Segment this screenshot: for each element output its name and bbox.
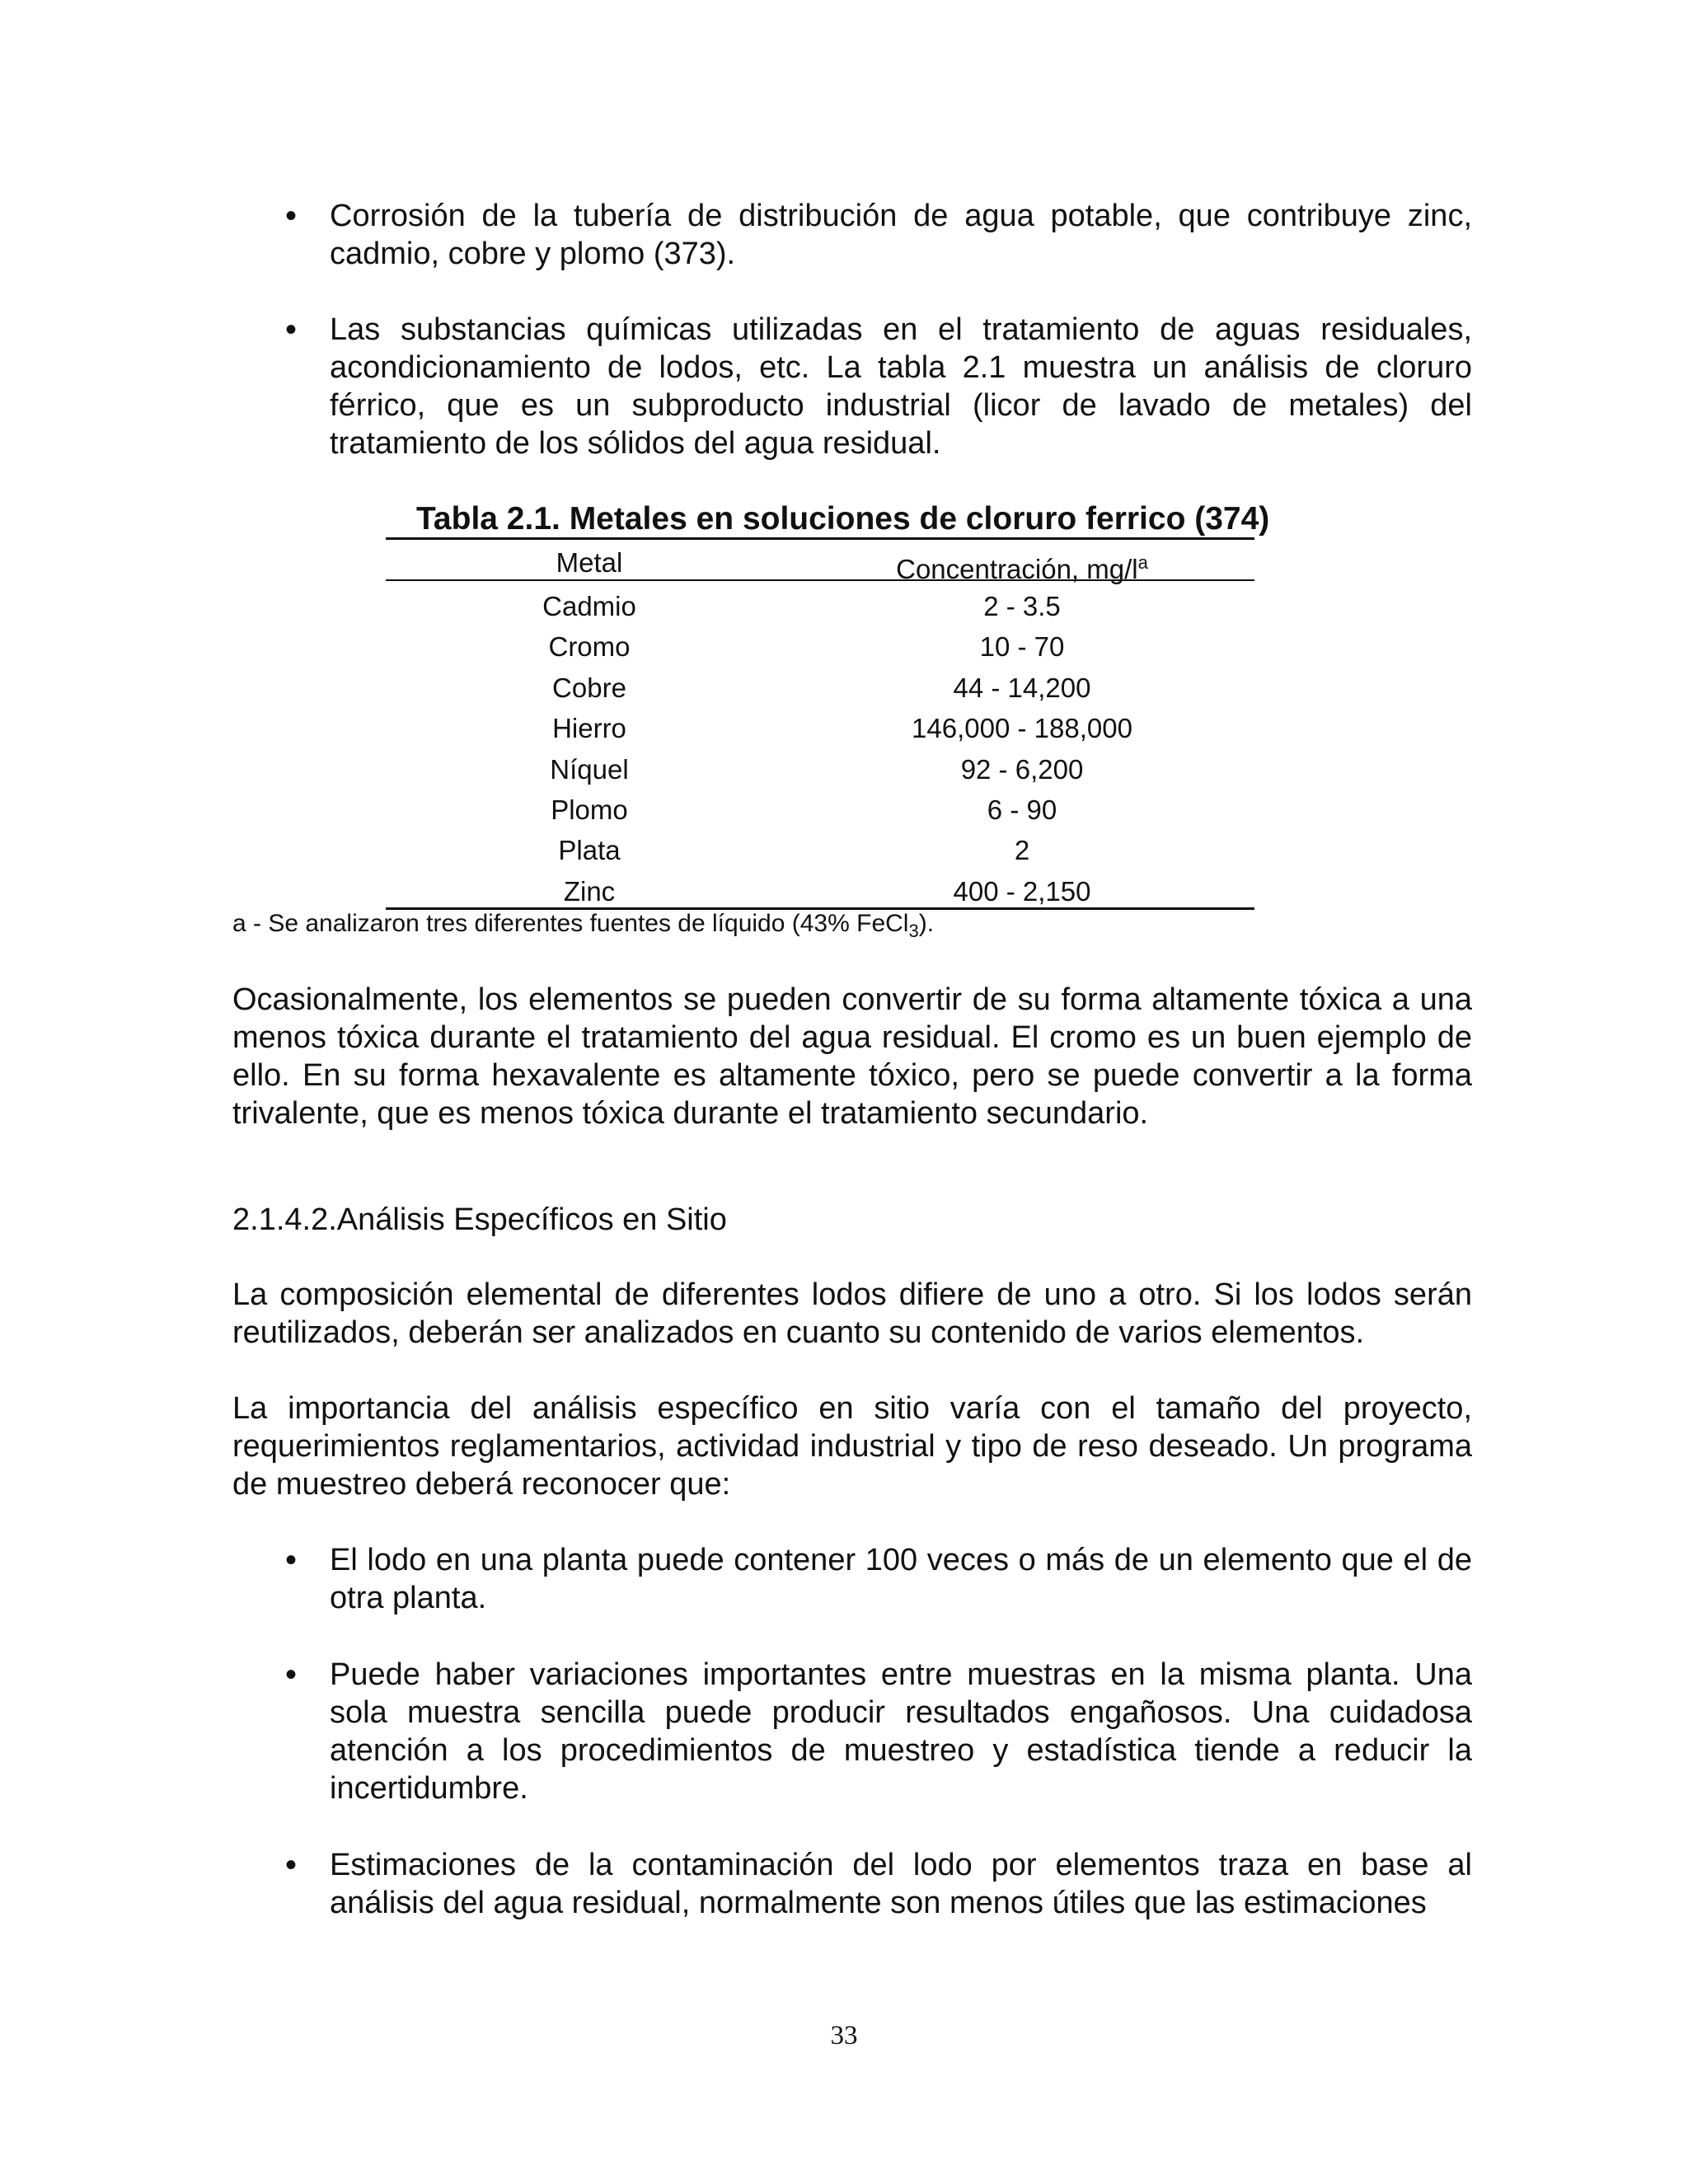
table-cell-metal: Cobre	[552, 673, 626, 703]
bullet-text: Estimaciones de la contaminación del lodo por elementos traza en base al análisis del agua residual, normalmente son menos útiles que las estimaciones	[330, 1848, 1472, 1920]
bullet-marker: •	[285, 312, 298, 348]
bullet-item	[285, 1846, 1472, 1922]
table-header-rule	[386, 579, 1254, 581]
table-title: Tabla 2.1. Metales en soluciones de cloruro ferrico (374)	[416, 501, 1270, 537]
table-cell-metal: Cadmio	[542, 591, 636, 621]
footnote-subscript: 3	[908, 921, 919, 941]
table-cell-metal: Plomo	[551, 794, 628, 825]
body-paragraph: La composición elemental de diferentes lodos difiere de uno a otro. Si los lodos serán reutilizados, deberán ser analizados en cuanto su contenido de varios elementos.	[232, 1277, 1472, 1350]
body-paragraph: Ocasionalmente, los elementos se pueden convertir de su forma altamente tóxica a una menos tóxica durante el tratamiento del agua residual. El cromo es un buen ejemplo de ello. En su forma hexavalente es altamente tóxico, pero se puede convertir a la forma trivalente, que es menos tóxica durante el tratamiento secundario.	[232, 982, 1472, 1131]
header-concentration-superscript: a	[1137, 552, 1148, 573]
table-cell-value: 400 - 2,150	[953, 876, 1091, 907]
bullet-marker: •	[285, 1657, 298, 1693]
bullet-marker: •	[285, 198, 298, 234]
bullet-item	[285, 1656, 1472, 1807]
bullet-marker: •	[285, 1847, 298, 1883]
table-cell-metal: Níquel	[550, 754, 629, 785]
bullet-text: Corrosión de la tubería de distribución de agua potable, que contribuye zinc, cadmio, cobre y plomo (373).	[330, 199, 1472, 271]
table-top-rule	[386, 537, 1254, 540]
bullet-text: El lodo en una planta puede contener 100 veces o más de un elemento que el de otra planta.	[330, 1543, 1472, 1615]
table-cell-value: 146,000 - 188,000	[912, 713, 1132, 743]
bullet-text: Puede haber variaciones importantes entre muestras en la misma planta. Una sola muestra sencilla puede producir resultados engañosos. Una cuidadosa atención a los procedimientos de muestreo y estadística tiende a reducir la incertidumbre.	[330, 1657, 1472, 1806]
table-cell-value: 2	[1014, 835, 1030, 865]
bullet-item	[285, 1541, 1472, 1617]
table-footnote	[232, 907, 934, 948]
page-number: 33	[830, 2021, 858, 2050]
table-cell-metal: Plata	[558, 835, 621, 865]
table-cell-value: 44 - 14,200	[953, 673, 1091, 703]
section-heading: 2.1.4.2.Análisis Específicos en Sitio	[232, 1202, 727, 1237]
table-cell-metal: Zinc	[563, 876, 616, 907]
bullet-item	[285, 311, 1472, 462]
table-cell-metal: Hierro	[552, 713, 626, 743]
bullet-text: Las substancias químicas utilizadas en el tratamiento de aguas residuales, acondicionamiento de lodos, etc. La tabla 2.1 muestra un análisis de cloruro férrico, que es un subproducto industrial (licor de lavado de metales) del tratamiento de los sólidos del agua residual.	[330, 312, 1472, 461]
bullet-item	[285, 197, 1472, 273]
header-concentration-label: Concentración, mg/l	[896, 554, 1138, 584]
bullet-marker: •	[285, 1542, 298, 1578]
footnote-text-end: ).	[918, 910, 935, 937]
table-header-metal: Metal	[556, 547, 623, 578]
table-cell-metal: Cromo	[548, 631, 631, 662]
table-cell-value: 92 - 6,200	[960, 754, 1084, 785]
body-paragraph: La importancia del análisis específico en sitio varía con el tamaño del proyecto, requerimientos reglamentarios, actividad industrial y tipo de reso deseado. Un programa de muestreo deberá reconocer que:	[232, 1391, 1472, 1502]
footnote-text: a - Se analizaron tres diferentes fuentes de líquido (43% FeCl	[232, 910, 909, 937]
table-cell-value: 2 - 3.5	[983, 591, 1061, 621]
table-cell-value: 6 - 90	[987, 794, 1057, 825]
table-cell-value: 10 - 70	[979, 631, 1065, 662]
